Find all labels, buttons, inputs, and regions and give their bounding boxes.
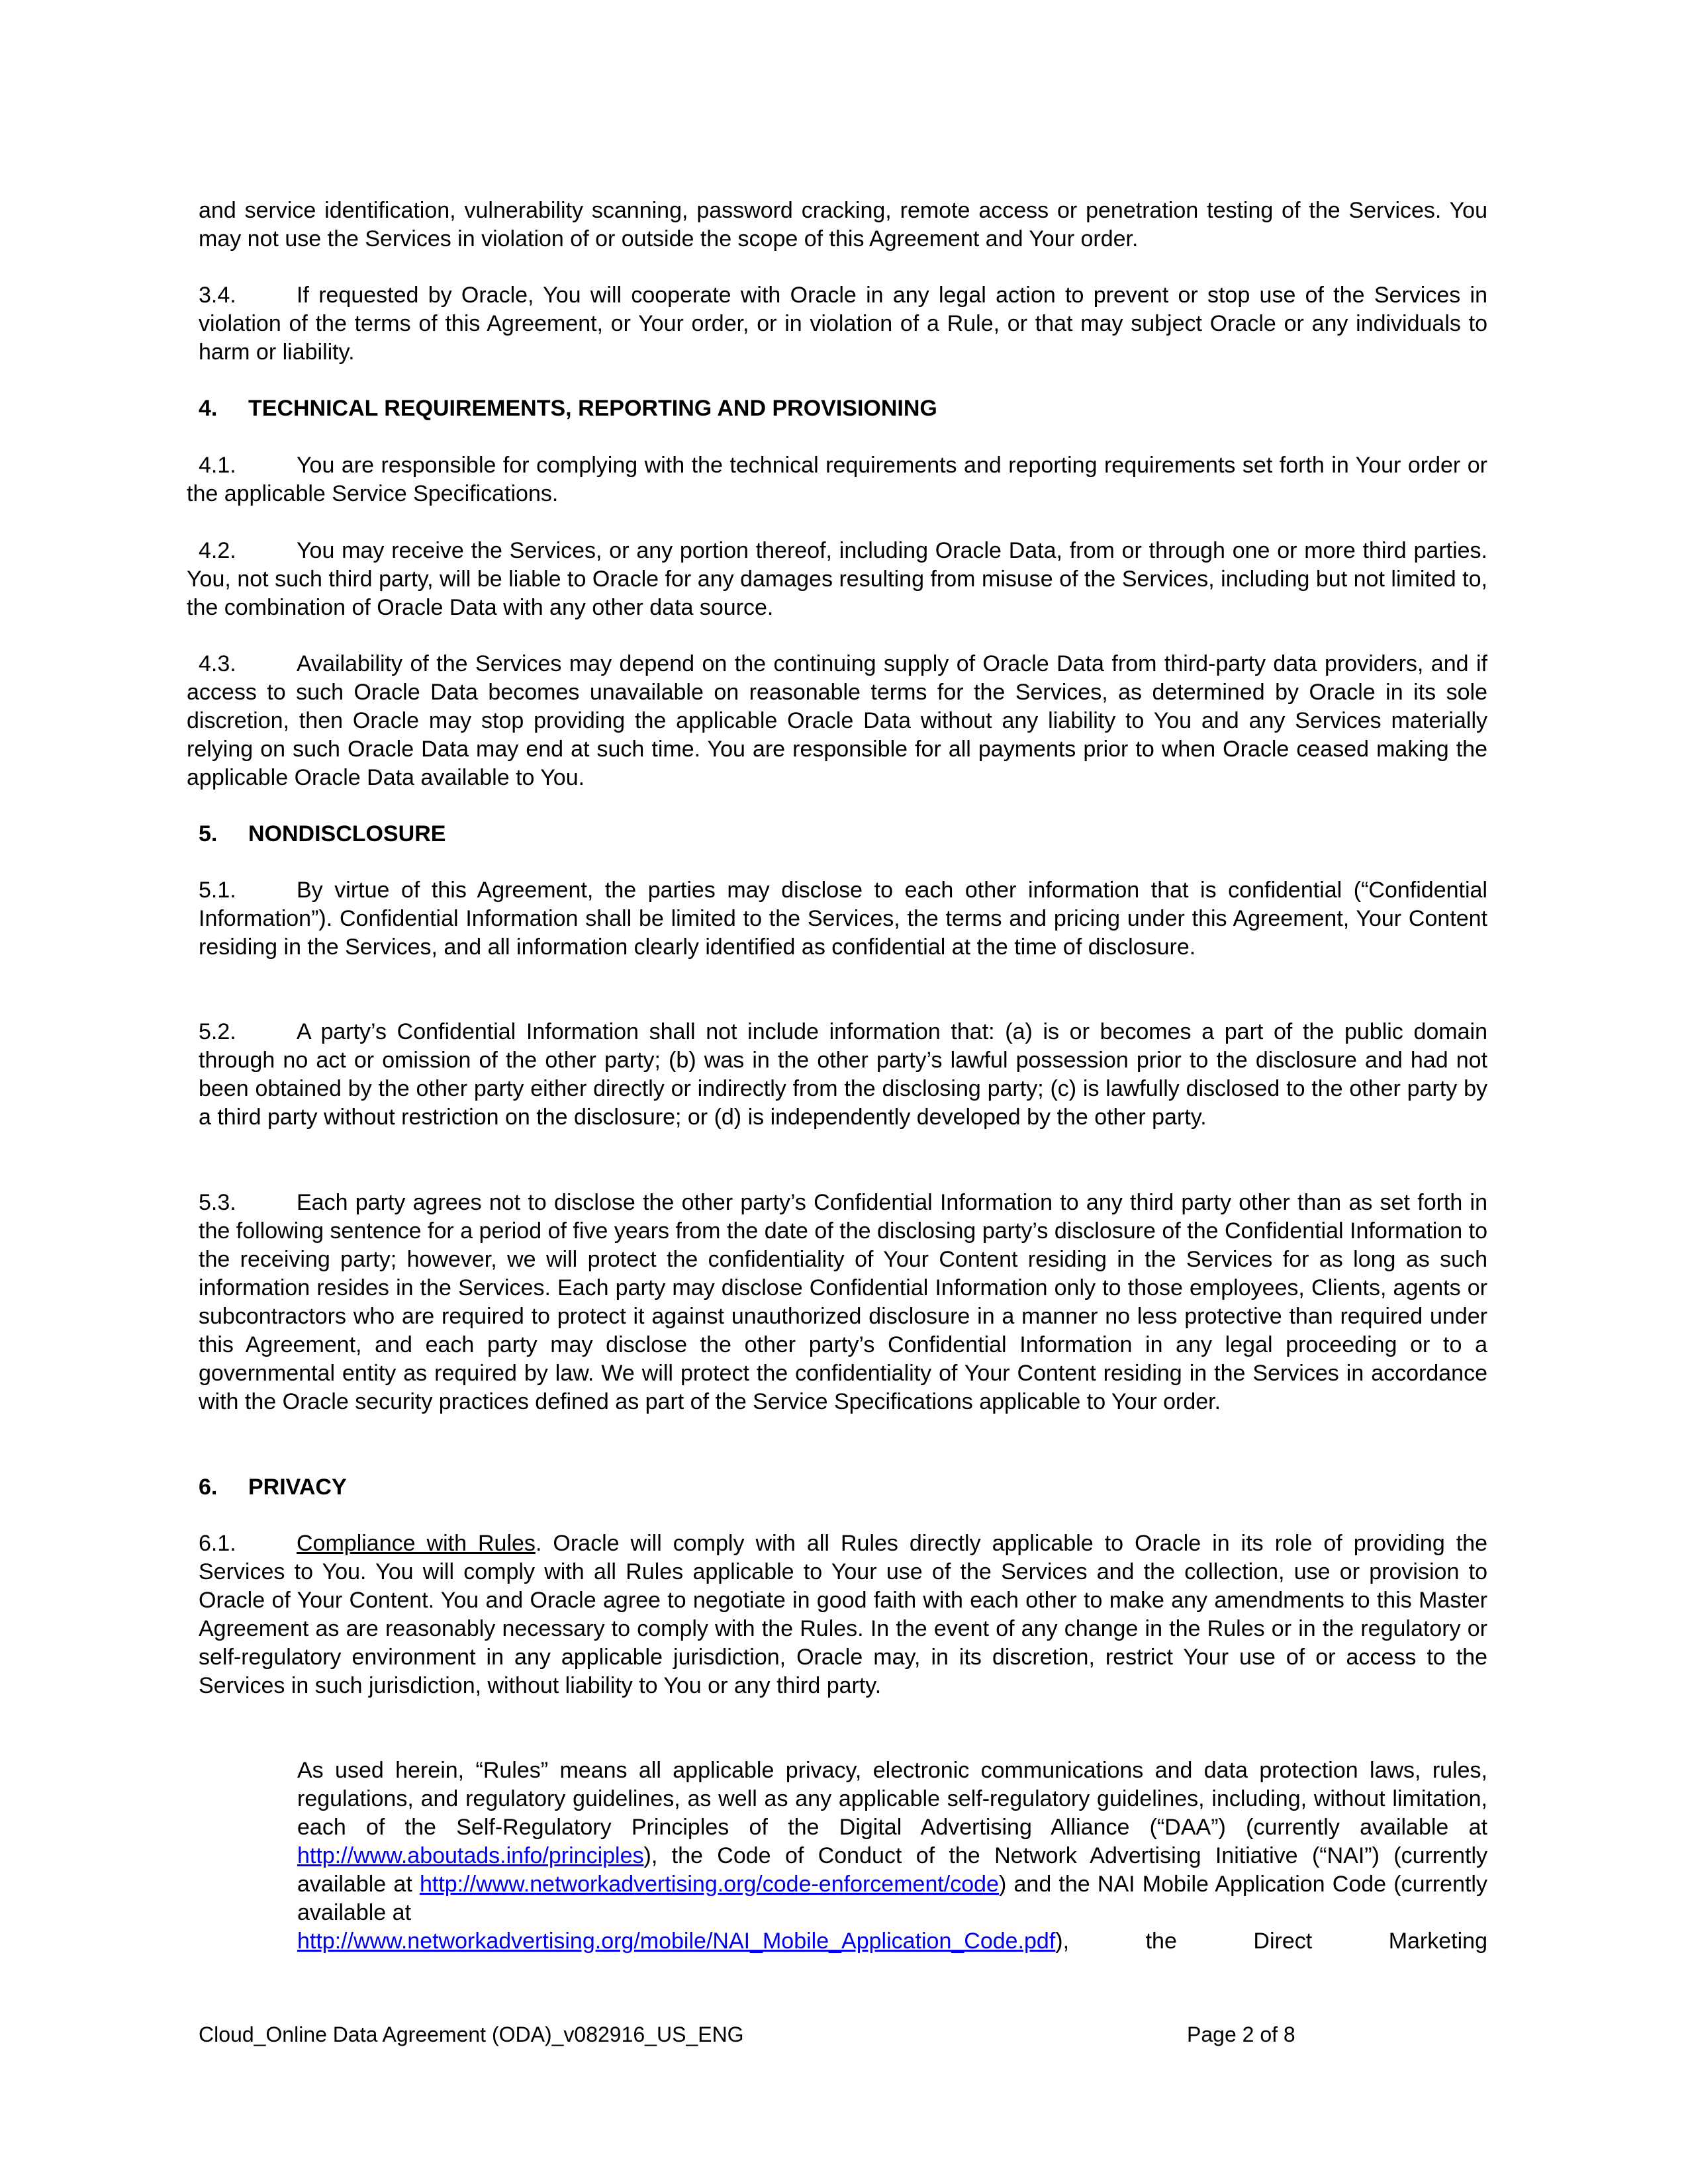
section-text: A party’s Confidential Information shall not include information that: (a) is or becomes a part of the public domain through no act or omission of the other party; (b) was in the other party’s lawful possession prior to the disclosure and had not been obtained by the other party either directly or indirectly from the disclosing party; (c) is lawfully disclosed to the other party by a third party without restriction on the disclosure; or (d) is independently developed by the other party. (199, 1019, 1487, 1130)
rules-text-3: ) and the NAI Mobile Application Code (currently available at (297, 1872, 1487, 1925)
rules-last-line (297, 1927, 1487, 1956)
section-number: 3.4. (199, 283, 236, 308)
heading-title: TECHNICAL REQUIREMENTS, REPORTING AND PROVISIONING (248, 396, 937, 421)
heading-section-6 (199, 1473, 347, 1502)
nai-mobile-code-link[interactable]: http://www.networkadvertising.org/mobile/NAI_Mobile_Application_Code.pdf (297, 1929, 1056, 1954)
section-6-1 (199, 1529, 1487, 1700)
section-text: . Oracle will comply with all Rules directly applicable to Oracle in its role of providing the Services to You. You will comply with all Rules applicable to Your use of the Services and the collection, use or provision to Oracle of Your Content. You and Oracle agree to negotiate in good faith with each other to make any amendments to this Master Agreement as are reasonably necessary to comply with the Rules. In the event of any change in the Rules or in the regulatory or self-regulatory environment in any applicable jurisdiction, Oracle may, in its discretion, restrict Your use of or access to the Services in such jurisdiction, without liability to You or any third party. (199, 1531, 1487, 1698)
heading-section-4 (199, 394, 937, 423)
section-5-3 (199, 1189, 1487, 1416)
section-3-4 (199, 281, 1487, 367)
section-text: By virtue of this Agreement, the parties may disclose to each other information that is confidential (“Confidential Information”). Confidential Information shall be limited to the Services, the terms and pricing under this Agreement, Your Content residing in the Services, and all information clearly identified as confidential at the time of disclosure. (199, 878, 1487, 960)
heading-title: NONDISCLOSURE (248, 821, 446, 846)
section-text: You may receive the Services, or any portion thereof, including Oracle Data, from or through one or more third parties. You, not such third party, will be liable to Oracle for any damages resulting from misuse of the Services, including but not limited to, the combination of Oracle Data with any other data source. (187, 538, 1487, 620)
section-number: 6.1. (199, 1531, 236, 1556)
section-4-1 (187, 451, 1487, 508)
heading-number: 6. (199, 1475, 218, 1500)
nai-code-link[interactable]: http://www.networkadvertising.org/code-enforcement/code (419, 1872, 999, 1897)
rules-text-1: As used herein, “Rules” means all applicable privacy, electronic communications and data protection laws, rules, regulations, and regulatory guidelines, as well as any applicable self-regulatory guidelines, including, without limitation, each of the Self-Regulatory Principles of the Digital Advertising Alliance (“DAA”) (currently available at (297, 1758, 1487, 1840)
rules-text-4: ), the Direct Marketing (1055, 1929, 1487, 1954)
section-number: 4.2. (199, 538, 236, 563)
section-5-2 (199, 1018, 1487, 1132)
section-text: If requested by Oracle, You will cooperate with Oracle in any legal action to prevent or stop use of the Services in violation of the terms of this Agreement, or Your order, or in violation of a Rule, or that may subject Oracle or any individuals to harm or liability. (199, 283, 1487, 365)
intro-paragraph: and service identification, vulnerability scanning, password cracking, remote access or penetration testing of the Services. You may not use the Services in violation of or outside the scope of this Agreement and Your order. (199, 198, 1487, 251)
heading-section-5 (199, 820, 445, 848)
section-number: 5.3. (199, 1190, 236, 1215)
heading-title: PRIVACY (248, 1475, 347, 1500)
section-number: 5.1. (199, 878, 236, 903)
section-text: Availability of the Services may depend on the continuing supply of Oracle Data from third-party data providers, and if access to such Oracle Data becomes unavailable on reasonable terms for the Services, as determined by Oracle in its sole discretion, then Oracle may stop providing the applicable Oracle Data without any liability to You and any Services materially relying on such Oracle Data may end at such time. You are responsible for all payments prior to when Oracle ceased making the applicable Oracle Data available to You. (187, 651, 1487, 790)
section-5-1 (199, 876, 1487, 962)
rules-text-2: ), the Code of Conduct of the Network Advertising Initiative (“NAI”) (currently available at (297, 1843, 1487, 1897)
section-text: Each party agrees not to disclose the other party’s Confidential Information to any third party other than as set forth in the following sentence for a period of five years from the date of the disclosing party’s disclosure of the Confidential Information to the receiving party; however, we will protect the confidentiality of Your Content residing in the Services for as long as such information resides in the Services. Each party may disclose Confidential Information only to those employees, Clients, agents or subcontractors who are required to protect it against unauthorized disclosure in a manner no less protective than required under this Agreement, and each party may disclose the other party’s Confidential Information in any legal proceeding or to a governmental entity as required by law. We will protect the confidentiality of Your Content residing in the Services in accordance with the Oracle security practices defined as part of the Service Specifications applicable to Your order. (199, 1190, 1487, 1414)
rules-definition (297, 1756, 1487, 1956)
heading-number: 5. (199, 821, 218, 846)
daa-principles-link[interactable]: http://www.aboutads.info/principles (297, 1843, 644, 1868)
section-subtitle: Compliance with Rules (297, 1531, 536, 1556)
heading-number: 4. (199, 396, 218, 421)
section-number: 4.3. (199, 651, 236, 676)
section-number: 5.2. (199, 1019, 236, 1044)
section-4-3 (187, 650, 1487, 792)
footer-page-number: Page 2 of 8 (1187, 2023, 1295, 2046)
section-text: You are responsible for complying with the technical requirements and reporting requirements set forth in Your order or the applicable Service Specifications. (187, 453, 1487, 506)
section-4-2 (187, 537, 1487, 622)
footer-document-id: Cloud_Online Data Agreement (ODA)_v082916_US_ENG (199, 2023, 744, 2046)
section-number: 4.1. (199, 453, 236, 478)
